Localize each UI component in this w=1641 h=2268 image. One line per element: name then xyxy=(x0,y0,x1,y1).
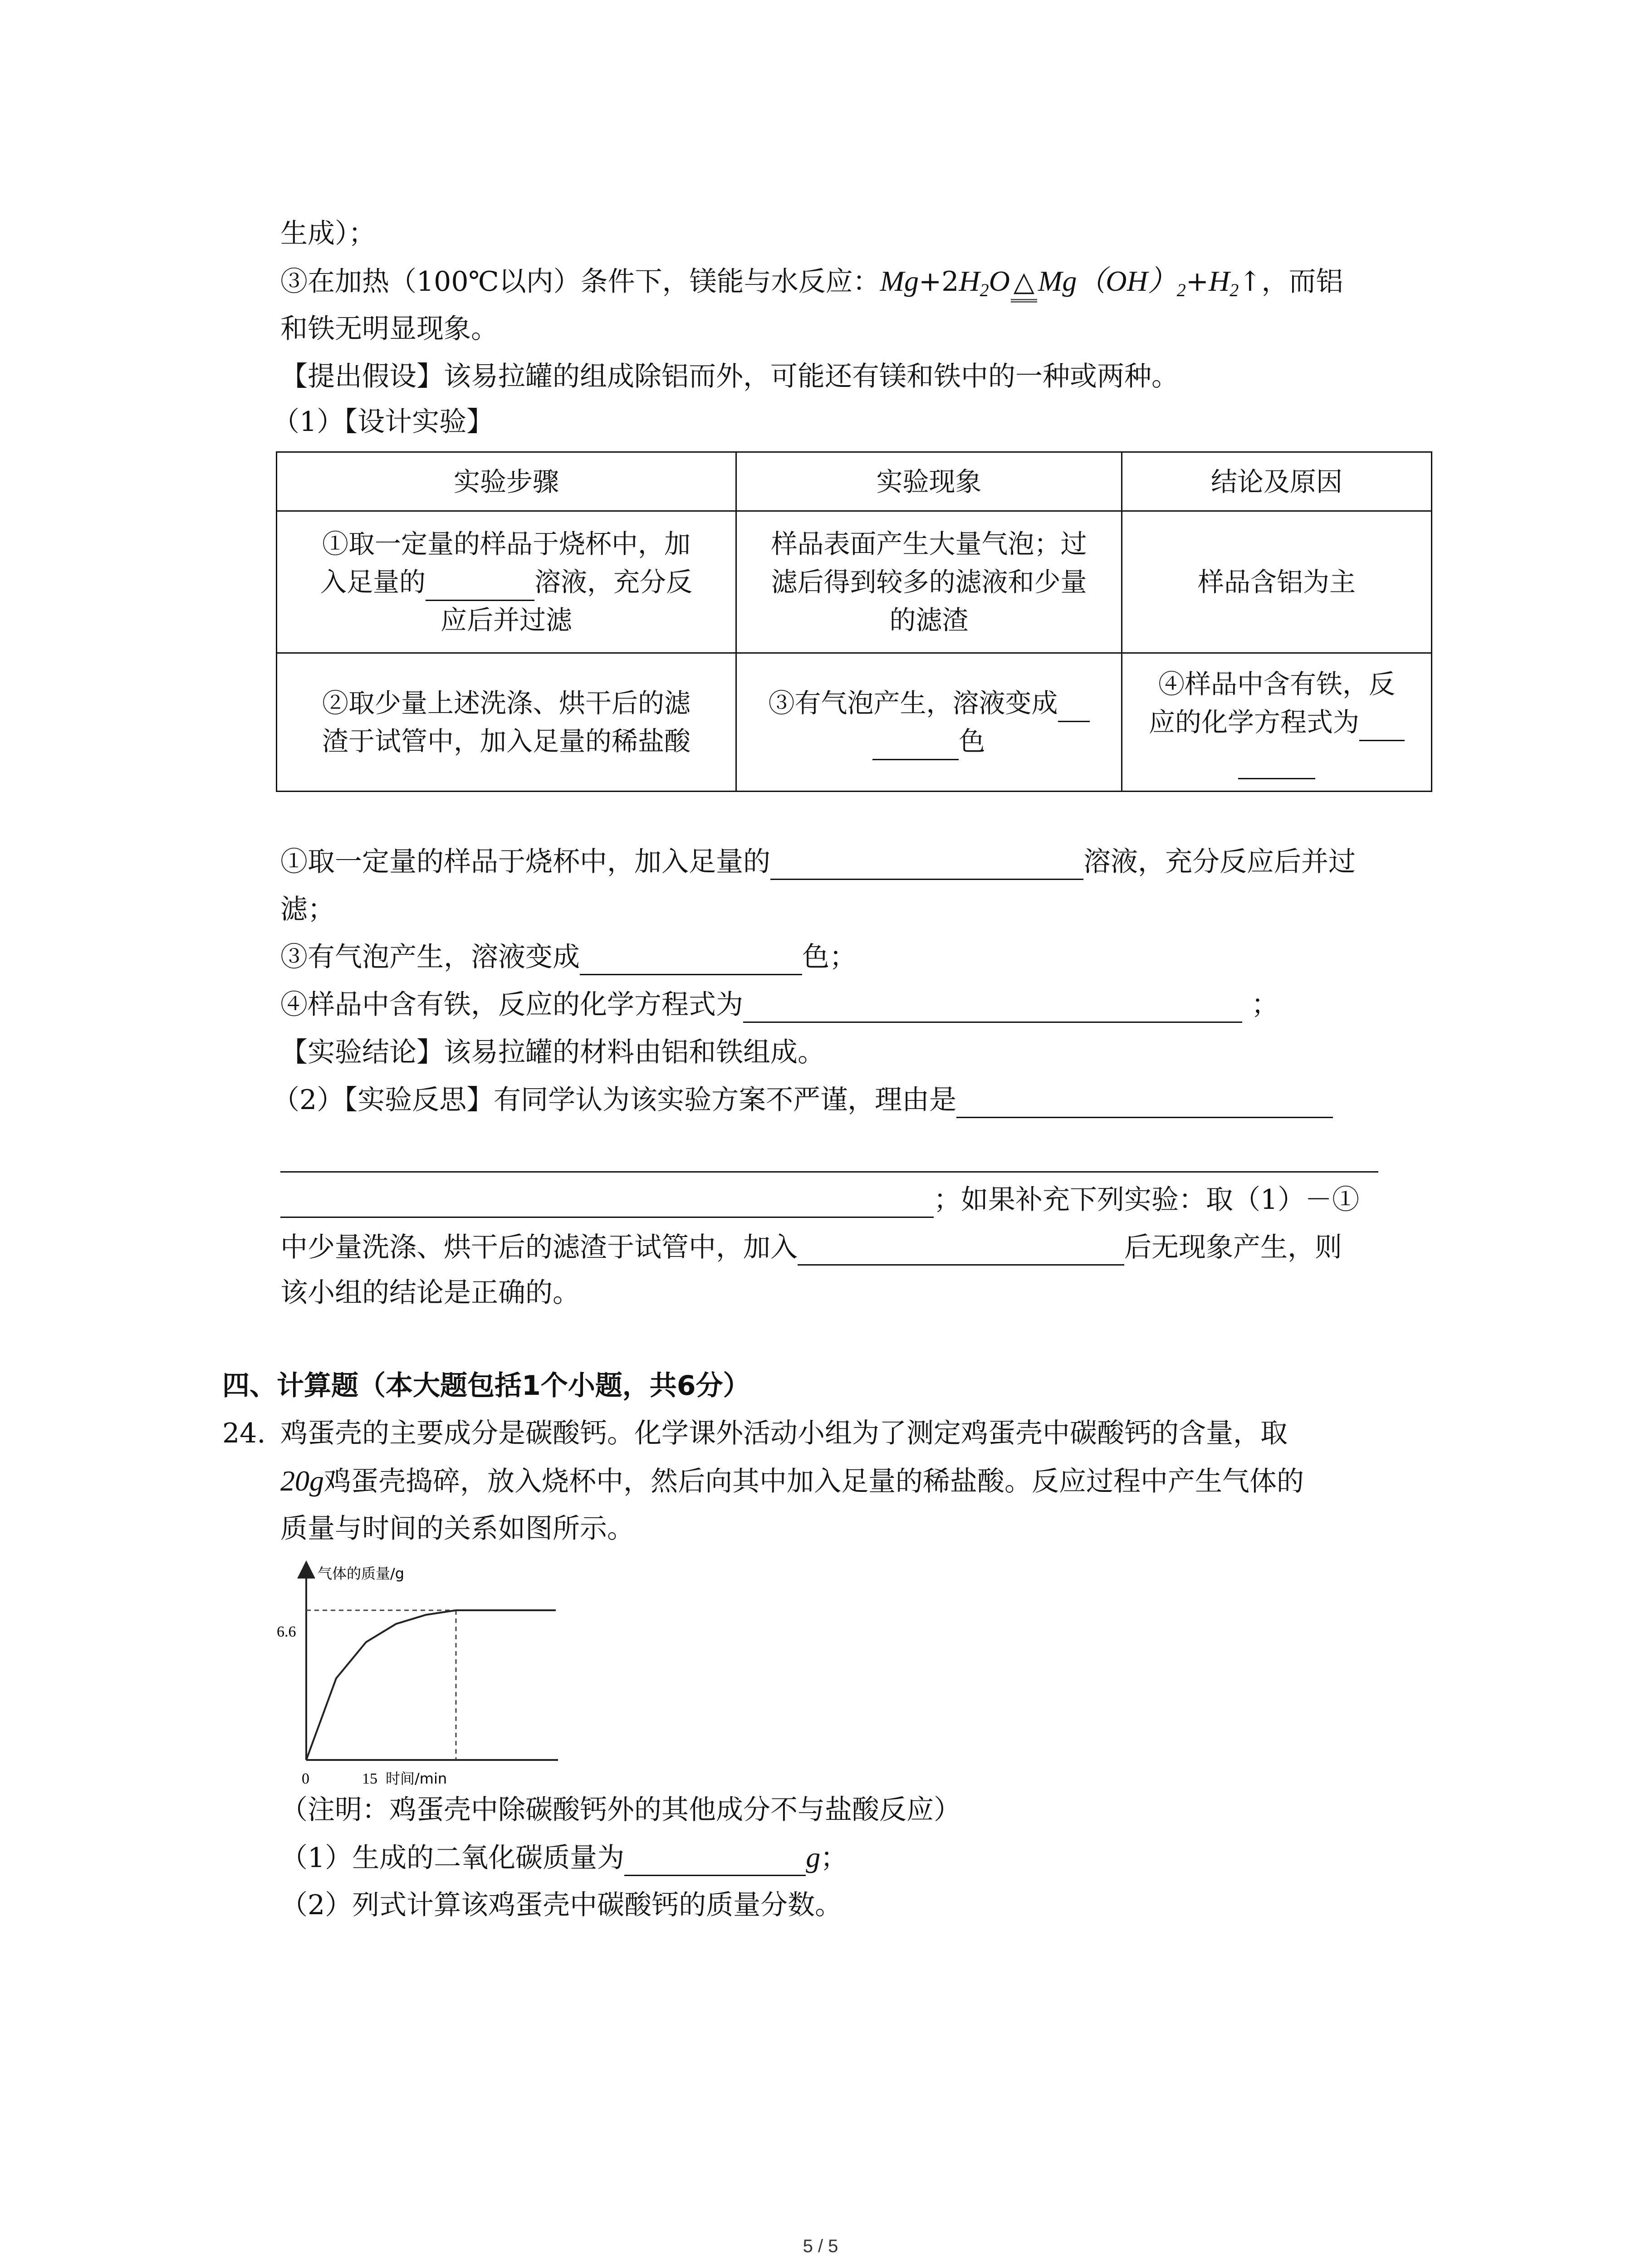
table-header: 实验现象 xyxy=(736,452,1122,511)
experiment-table xyxy=(276,451,1432,792)
answer-text: 色； xyxy=(802,941,857,973)
cell-text xyxy=(1133,741,1420,779)
question-text-part: 鸡蛋壳捣碎，放入烧杯中，然后向其中加入足量的稀盐酸。反应过程中产生气体的 xyxy=(324,1466,1304,1497)
answer-blank[interactable] xyxy=(624,1846,806,1876)
table-header: 实验步骤 xyxy=(277,452,736,511)
answer-text: ④样品中含有铁，反应的化学方程式为 xyxy=(280,989,743,1021)
reaction-text: ③在加热（100℃以内）条件下，镁能与水反应： xyxy=(280,266,880,298)
formula-h: H xyxy=(959,265,980,297)
mass-unit: g xyxy=(309,1465,324,1497)
cell-text-part: 入足量的 xyxy=(320,567,426,597)
subquestion-text: ； xyxy=(820,1842,848,1874)
cell-text: ①取一定量的样品于烧杯中，加 xyxy=(322,528,691,559)
table-header: 结论及原因 xyxy=(1122,452,1432,511)
subquestion-line: （2）列式计算该鸡蛋壳中碳酸钙的质量分数。 xyxy=(280,1889,843,1921)
answer-blank[interactable] xyxy=(1058,692,1090,722)
section-title: 四、计算题（本大题包括1个小题，共6分） xyxy=(222,1370,750,1402)
gas-mass-chart xyxy=(254,1560,563,1787)
cell-text: 滤后得到较多的滤液和少量 xyxy=(771,567,1087,597)
table-cell xyxy=(736,653,1122,792)
text-line: 和铁无明显现象。 xyxy=(280,313,498,345)
answer-text: 中少量洗涤、烘干后的滤渣于试管中，加入 xyxy=(280,1232,798,1263)
formula-o: O xyxy=(989,265,1010,297)
answer-blank[interactable] xyxy=(770,850,1083,880)
reaction-text-end: ，而铝 xyxy=(1261,266,1343,298)
answer-text: ；如果补充下列实验：取（1）－① xyxy=(934,1184,1360,1216)
answer-blank[interactable] xyxy=(956,1088,1333,1118)
formula-sub3: 2 xyxy=(1230,280,1239,300)
text-line: 生成）； xyxy=(280,218,376,249)
answer-blank[interactable] xyxy=(1238,749,1315,779)
reflection-line: 该小组的结论是正确的。 xyxy=(280,1277,580,1309)
answer-line: 滤； xyxy=(280,894,335,925)
reflection-line xyxy=(280,1136,1378,1173)
cell-text-part: 应的化学方程式为 xyxy=(1148,707,1359,738)
answer-text: ； xyxy=(1251,989,1279,1021)
cell-text xyxy=(748,684,1110,722)
answer-blank[interactable] xyxy=(798,1235,1124,1266)
formula-plus: +2 xyxy=(918,266,959,298)
question-text: 鸡蛋壳的主要成分是碳酸钙。化学课外活动小组为了测定鸡蛋壳中碳酸钙的含量，取 xyxy=(280,1418,1288,1449)
answer-line xyxy=(280,939,857,975)
reflection-line xyxy=(272,1082,1333,1118)
cell-text-part: ③有气泡产生，溶液变成 xyxy=(768,688,1058,719)
answer-text: 后无现象产生，则 xyxy=(1124,1232,1342,1263)
design-heading: （1）【设计实验】 xyxy=(272,406,494,438)
cell-text: 应后并过滤 xyxy=(440,605,572,635)
page-number: 5 / 5 xyxy=(803,2236,838,2256)
cell-text: ②取少量上述洗涤、烘干后的滤 xyxy=(322,688,691,719)
table-cell xyxy=(277,511,736,653)
answer-blank[interactable] xyxy=(872,730,959,760)
cell-text: ④样品中含有铁，反 xyxy=(1158,669,1395,699)
gas-arrow: ↑ xyxy=(1239,266,1262,298)
answer-blank[interactable] xyxy=(580,945,802,975)
question-number: 24. xyxy=(222,1418,266,1449)
answer-blank[interactable] xyxy=(280,1188,934,1218)
answer-blank[interactable] xyxy=(426,571,534,601)
formula-oh: （OH） xyxy=(1077,265,1177,297)
y-tick-label: 6.6 xyxy=(277,1623,296,1640)
table-cell: 样品含铝为主 xyxy=(1122,511,1432,653)
formula-plus2: + xyxy=(1185,266,1209,298)
cell-text: 样品表面产生大量气泡；过 xyxy=(771,528,1087,559)
answer-blank[interactable] xyxy=(280,1142,1378,1173)
formula-h2: H xyxy=(1209,265,1230,297)
answer-text: （2）【实验反思】有同学认为该实验方案不严谨，理由是 xyxy=(272,1084,957,1116)
x-tick-label: 0 xyxy=(302,1770,309,1787)
subquestion-line xyxy=(280,1839,847,1876)
answer-blank[interactable] xyxy=(743,992,1242,1023)
unit-g: g xyxy=(806,1841,821,1873)
question-text xyxy=(280,1463,1304,1500)
cell-text: 渣于试管中，加入足量的稀盐酸 xyxy=(322,726,691,757)
table-cell xyxy=(277,653,736,792)
cell-text-part: 色 xyxy=(959,726,985,757)
table-row xyxy=(277,511,1432,653)
table-row xyxy=(277,653,1432,792)
formula-sub: 2 xyxy=(980,280,989,300)
reflection-line xyxy=(280,1229,1342,1266)
heat-condition: △ xyxy=(1010,264,1038,300)
subquestion-text: （1）生成的二氧化碳质量为 xyxy=(280,1842,625,1874)
conclusion-line: 【实验结论】该易拉罐的材料由铝和铁组成。 xyxy=(280,1036,825,1068)
cell-text xyxy=(1133,703,1420,741)
answer-line xyxy=(280,844,1356,880)
answer-text: ①取一定量的样品于烧杯中，加入足量的 xyxy=(280,846,770,878)
reflection-line xyxy=(280,1182,1359,1218)
cell-text: 的滤渣 xyxy=(889,605,969,635)
cell-text-part: 溶液，充分反 xyxy=(534,567,693,597)
reaction-line xyxy=(280,263,1343,308)
table-header-row xyxy=(277,452,1432,511)
mass-value: 20 xyxy=(280,1465,309,1497)
x-tick-label: 15 xyxy=(362,1770,377,1787)
answer-text: ③有气泡产生，溶液变成 xyxy=(280,941,580,973)
cell-text xyxy=(748,722,1110,760)
x-axis-label: 时间/min xyxy=(386,1770,447,1787)
answer-blank[interactable] xyxy=(1359,711,1405,741)
hypothesis-line: 【提出假设】该易拉罐的组成除铝而外，可能还有镁和铁中的一种或两种。 xyxy=(280,361,1179,392)
y-axis-label: 气体的质量/g xyxy=(318,1565,405,1582)
answer-text: 溶液，充分反应后并过 xyxy=(1083,846,1356,878)
cell-text xyxy=(288,563,725,601)
note-line: （注明：鸡蛋壳中除碳酸钙外的其他成分不与盐酸反应） xyxy=(280,1794,961,1826)
answer-line xyxy=(280,987,1279,1023)
formula-mg: Mg xyxy=(880,265,919,297)
table-cell xyxy=(736,511,1122,653)
formula-mg2: Mg xyxy=(1038,265,1077,297)
table-cell xyxy=(1122,653,1432,792)
gas-curve xyxy=(306,1610,556,1760)
question-text: 质量与时间的关系如图所示。 xyxy=(280,1513,634,1545)
formula-sub2: 2 xyxy=(1176,280,1186,300)
